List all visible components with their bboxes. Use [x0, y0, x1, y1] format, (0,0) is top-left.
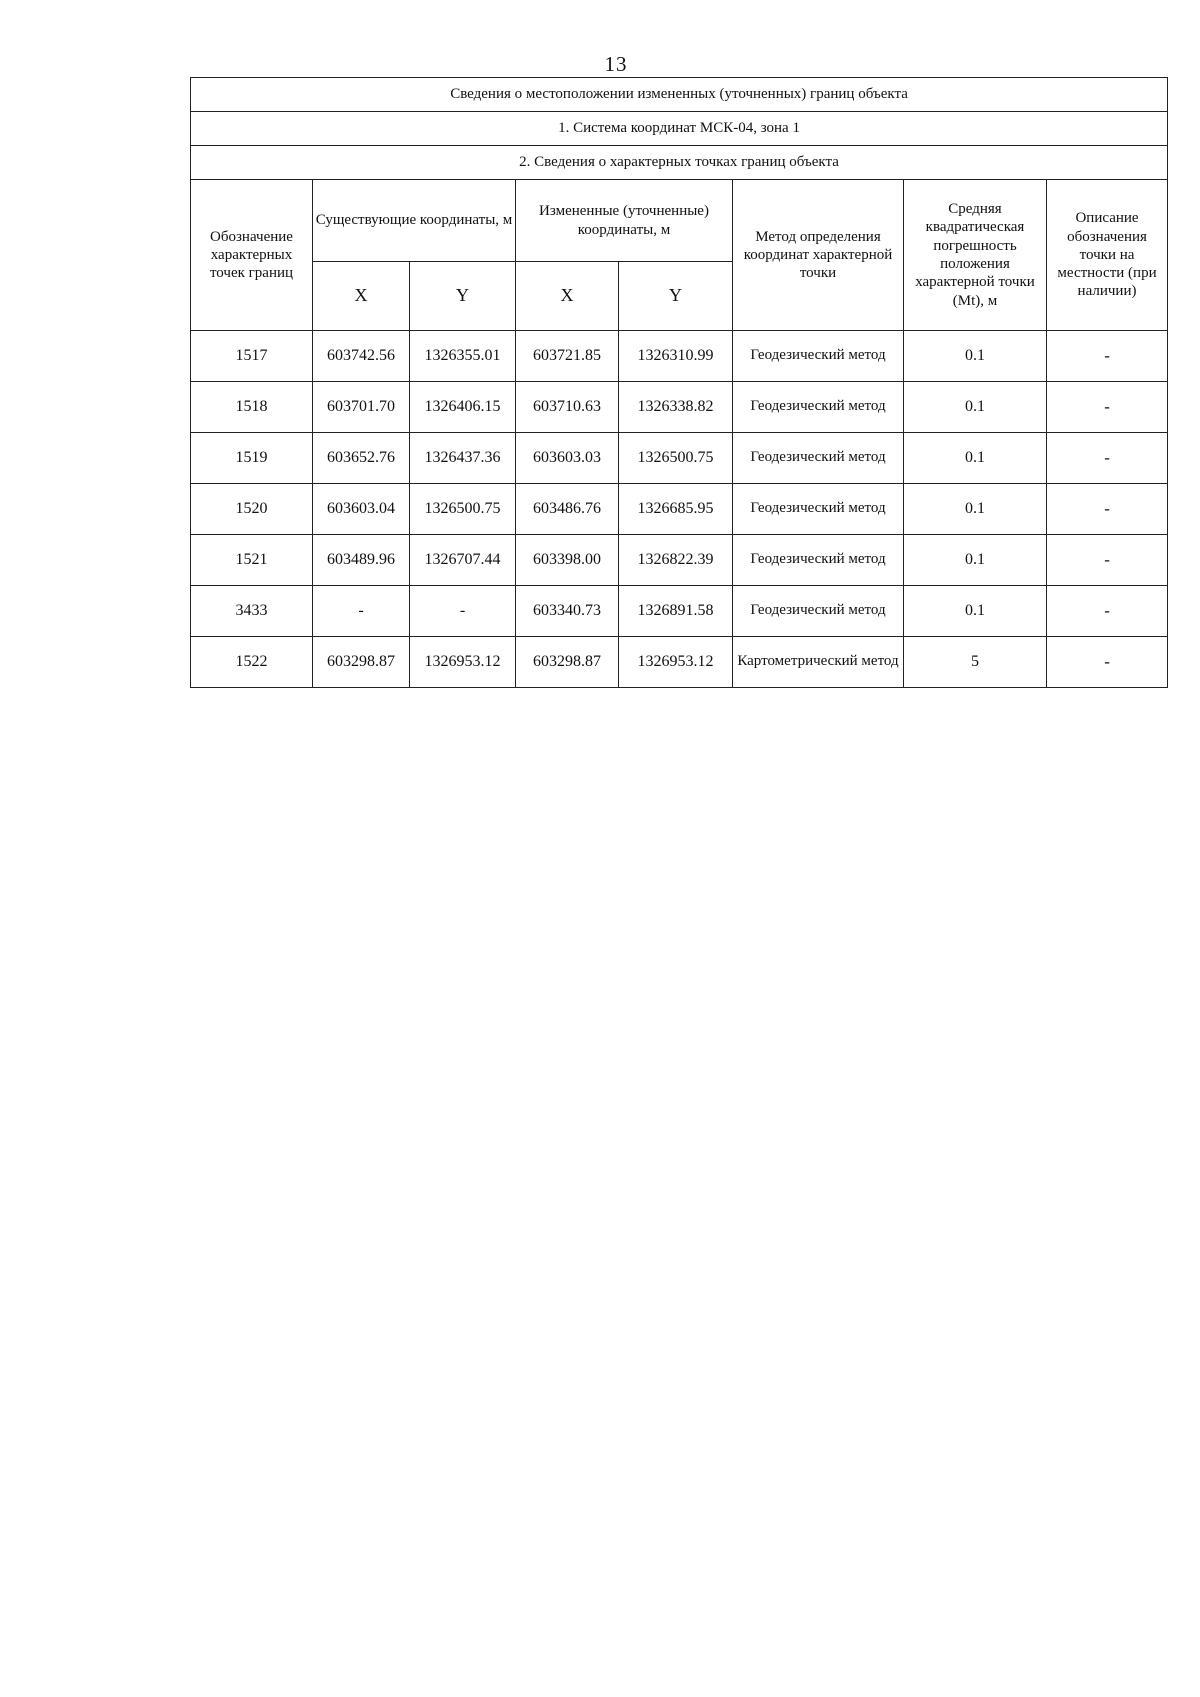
- cell-point: 1519: [191, 433, 313, 484]
- cell-changed-y: 1326891.58: [619, 586, 733, 637]
- cell-existing-x: 603298.87: [313, 637, 410, 688]
- cell-method: Геодезический метод: [733, 484, 904, 535]
- cell-description: -: [1047, 382, 1168, 433]
- table-row: [191, 586, 1168, 637]
- cell-description: -: [1047, 637, 1168, 688]
- cell-changed-x: 603721.85: [516, 331, 619, 382]
- cell-method: Геодезический метод: [733, 433, 904, 484]
- page-number: 13: [604, 52, 628, 76]
- cell-description: -: [1047, 433, 1168, 484]
- table-row: [191, 382, 1168, 433]
- cell-point: 1518: [191, 382, 313, 433]
- cell-existing-y: 1326500.75: [410, 484, 516, 535]
- cell-changed-y: 1326500.75: [619, 433, 733, 484]
- coordinate-system: 1. Система координат МСК-04, зона 1: [191, 112, 1168, 146]
- cell-existing-y: 1326406.15: [410, 382, 516, 433]
- cell-point: 1522: [191, 637, 313, 688]
- cell-existing-x: 603652.76: [313, 433, 410, 484]
- cell-changed-x: 603340.73: [516, 586, 619, 637]
- cell-changed-y: 1326822.39: [619, 535, 733, 586]
- table-row: [191, 433, 1168, 484]
- cell-changed-x: 603603.03: [516, 433, 619, 484]
- cell-changed-y: 1326685.95: [619, 484, 733, 535]
- cell-point: 3433: [191, 586, 313, 637]
- header-changed-y: Y: [619, 262, 733, 331]
- header-existing-y: Y: [410, 262, 516, 331]
- cell-method: Геодезический метод: [733, 382, 904, 433]
- cell-method: Геодезический метод: [733, 586, 904, 637]
- cell-existing-y: 1326437.36: [410, 433, 516, 484]
- cell-error: 0.1: [904, 586, 1047, 637]
- cell-changed-y: 1326310.99: [619, 331, 733, 382]
- cell-description: -: [1047, 586, 1168, 637]
- header-point: Обозначение характерных точек границ: [191, 180, 313, 331]
- cell-method: Геодезический метод: [733, 535, 904, 586]
- cell-changed-y: 1326338.82: [619, 382, 733, 433]
- cell-description: -: [1047, 331, 1168, 382]
- cell-error: 5: [904, 637, 1047, 688]
- cell-description: -: [1047, 535, 1168, 586]
- cell-point: 1520: [191, 484, 313, 535]
- cell-changed-x: 603298.87: [516, 637, 619, 688]
- header-existing-x: X: [313, 262, 410, 331]
- cell-existing-x: -: [313, 586, 410, 637]
- cell-existing-y: 1326355.01: [410, 331, 516, 382]
- header-error: Средняя квадратическая погрешность положения характерной точки (Mt), м: [904, 180, 1047, 331]
- cell-point: 1521: [191, 535, 313, 586]
- table-row: [191, 535, 1168, 586]
- header-method: Метод определения координат характерной точки: [733, 180, 904, 331]
- cell-existing-y: 1326707.44: [410, 535, 516, 586]
- cell-description: -: [1047, 484, 1168, 535]
- cell-existing-x: 603701.70: [313, 382, 410, 433]
- cell-method: Картометрический метод: [733, 637, 904, 688]
- cell-changed-y: 1326953.12: [619, 637, 733, 688]
- cell-changed-x: 603486.76: [516, 484, 619, 535]
- header-changed: Измененные (уточненные) координаты, м: [516, 180, 733, 262]
- cell-existing-x: 603489.96: [313, 535, 410, 586]
- cell-error: 0.1: [904, 484, 1047, 535]
- cell-error: 0.1: [904, 382, 1047, 433]
- cell-changed-x: 603710.63: [516, 382, 619, 433]
- table-title: Сведения о местоположении измененных (уточненных) границ объекта: [191, 78, 1168, 112]
- table-row: [191, 484, 1168, 535]
- cell-error: 0.1: [904, 331, 1047, 382]
- cell-existing-y: -: [410, 586, 516, 637]
- cell-error: 0.1: [904, 535, 1047, 586]
- cell-method: Геодезический метод: [733, 331, 904, 382]
- cell-existing-x: 603603.04: [313, 484, 410, 535]
- section-title: 2. Сведения о характерных точках границ объекта: [191, 146, 1168, 180]
- cell-changed-x: 603398.00: [516, 535, 619, 586]
- coordinates-table: [190, 77, 1168, 688]
- header-description: Описание обозначения точки на местности (при наличии): [1047, 180, 1168, 331]
- header-existing: Существующие координаты, м: [313, 180, 516, 262]
- cell-existing-x: 603742.56: [313, 331, 410, 382]
- cell-point: 1517: [191, 331, 313, 382]
- cell-existing-y: 1326953.12: [410, 637, 516, 688]
- table-row: [191, 331, 1168, 382]
- header-changed-x: X: [516, 262, 619, 331]
- cell-error: 0.1: [904, 433, 1047, 484]
- table-row: [191, 637, 1168, 688]
